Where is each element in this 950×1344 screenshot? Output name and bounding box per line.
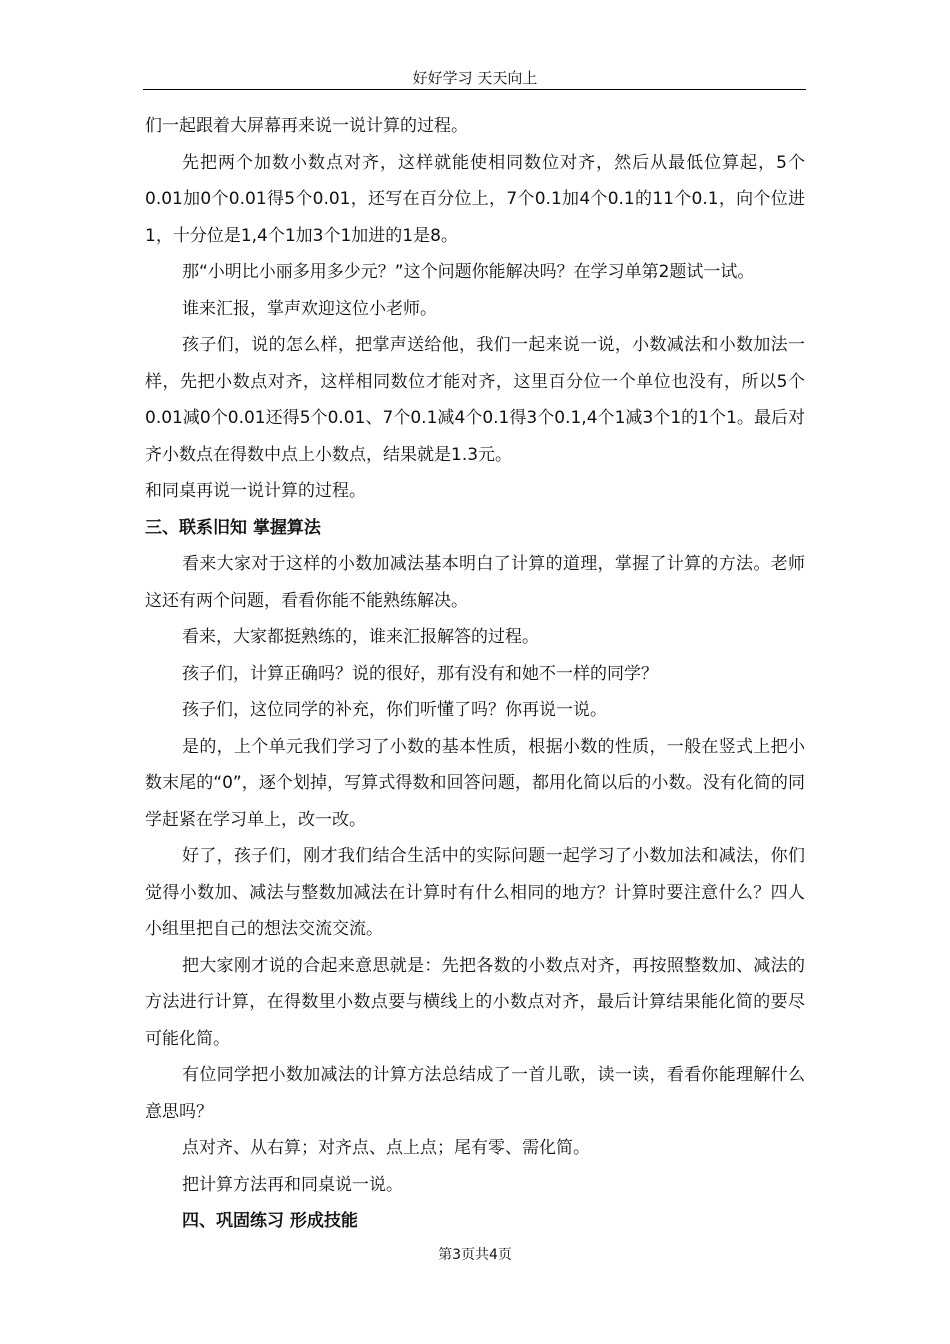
paragraph-summary: 把大家刚才说的合起来意思就是：先把各数的小数点对齐，再按照整数加、减法的方法进行计算，在得数里小数点要与横线上的小数点对齐，最后计算结果能化简的要尽可能化简。 (145, 955, 805, 1049)
paragraph-skilled: 看来，大家都挺熟练的，谁来汇报解答的过程。 (182, 627, 539, 647)
paragraph-correct: 孩子们，计算正确吗？说的很好，那有没有和她不一样的同学？ (182, 663, 658, 684)
paragraph-addition-process: 先把两个加数小数点对齐，这样就能使相同数位对齐，然后从最低位算起，5个0.01加0个0.01得5个0.01，还写在百分位上，7个0.1加4个0.1的11个0.1，向个位进1，十分位是1,4个1加3个1加进的1是8。 (145, 152, 805, 246)
paragraph-retell: 把计算方法再和同桌说一说。 (182, 1174, 403, 1195)
paragraph-report: 谁来汇报，掌声欢迎这位小老师。 (182, 298, 437, 319)
paragraph-rhyme: 点对齐、从右算；对齐点、点上点；尾有零、需化简。 (182, 1138, 590, 1158)
paragraph-supplement: 孩子们，这位同学的补充，你们听懂了吗？你再说一说。 (182, 700, 607, 720)
page-header-title: 好好学习 天天向上 (412, 69, 538, 87)
paragraph-two-problems: 看来大家对于这样的小数加减法基本明白了计算的道理，掌握了计算的方法。老师这还有两个问题，看看你能不能熟练解决。 (145, 554, 805, 611)
section-heading-3: 三、联系旧知 掌握算法 (145, 517, 321, 538)
paragraph-comparison: 好了，孩子们，刚才我们结合生活中的实际问题一起学习了小数加法和减法，你们觉得小数加、减法与整数加减法在计算时有什么相同的地方？计算时要注意什么？四人小组里把自己的想法交流交流。 (145, 846, 805, 939)
paragraph-subtraction-process: 孩子们，说的怎么样，把掌声送给他，我们一起来说一说，小数减法和小数加法一样，先把小数点对齐，这样相同数位才能对齐，这里百分位一个单位也没有，所以5个0.01减0个0.01还得5个0.01、7个0.1减4个0.1得3个0.1,4个1减3个1的1个1。最后对齐小数点在得数中点上小数点，结果就是1.3元。 (145, 335, 805, 465)
paragraph-rhyme-intro: 有位同学把小数加减法的计算方法总结成了一首儿歌，读一读，看看你能理解什么意思吗？ (145, 1065, 805, 1122)
section-heading-4: 四、巩固练习 形成技能 (182, 1211, 358, 1231)
page-footer-number: 第3页共4页 (438, 1247, 512, 1263)
paragraph-question: 那“小明比小丽多用多少元？”这个问题你能解决吗？在学习单第2题试一试。 (182, 262, 755, 282)
paragraph-deskmate: 和同桌再说一说计算的过程。 (145, 481, 366, 501)
paragraph-basic-property: 是的，上个单元我们学习了小数的基本性质，根据小数的性质，一般在竖式上把小数末尾的“0”，逐个划掉，写算式得数和回答问题，都用化简以后的小数。没有化简的同学赶紧在学习单上，改一改。 (145, 736, 805, 830)
document-body (145, 108, 805, 1240)
paragraph-continuation: 们一起跟着大屏幕再来说一说计算的过程。 (145, 116, 468, 136)
header-divider (143, 89, 806, 90)
